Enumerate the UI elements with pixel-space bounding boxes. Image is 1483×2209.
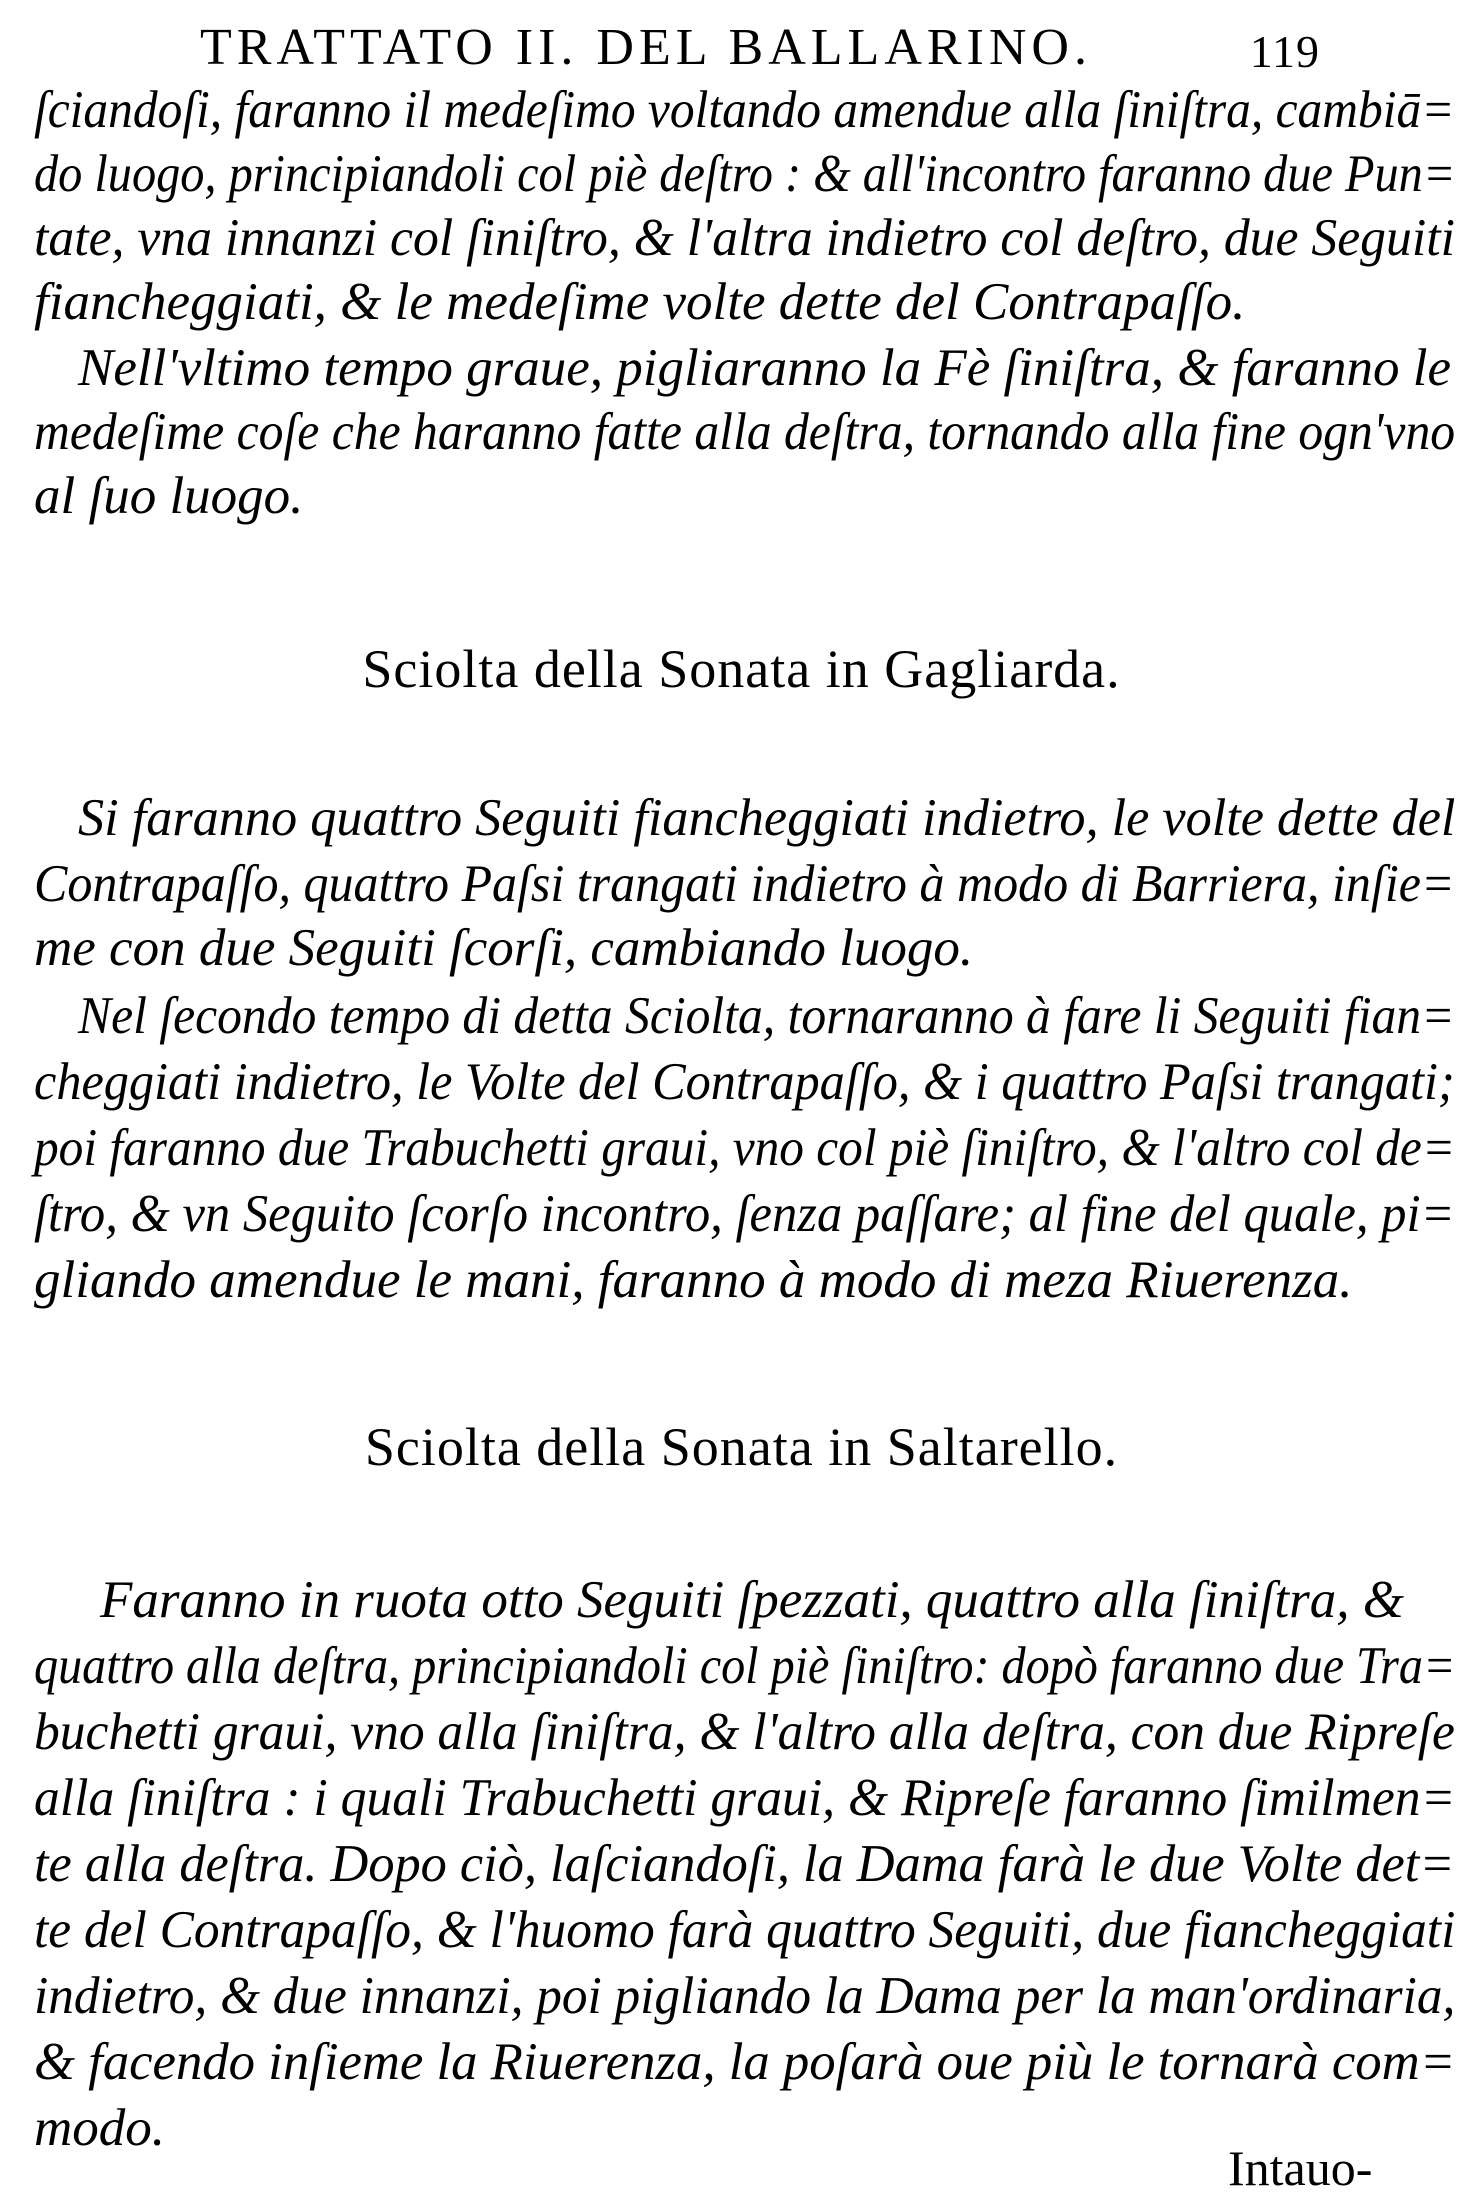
text-line: & facendo inſieme la Riuerenza, la poſarà oue più le tornarà com= [34, 2033, 1456, 2091]
text-line: Contrapaſſo, quattro Paſsi trangati indietro à modo di Barriera, inſie= [34, 855, 1455, 913]
text-line: Nell'vltimo tempo graue, pigliaranno la Fè ſiniſtra, & faranno le [78, 339, 1452, 397]
text-line: Faranno in ruota otto Seguiti ſpezzati, quattro alla ſiniſtra, & [100, 1571, 1404, 1629]
text-line: tate, vna innanzi col ſiniſtro, & l'altra indietro col deſtro, due Seguiti [34, 209, 1455, 267]
text-line: te del Contrapaſſo, & l'huomo farà quattro Seguiti, due fiancheggiati [34, 1901, 1456, 1959]
text-line: Si faranno quattro Seguiti fiancheggiati indietro, le volte dette del [78, 789, 1456, 847]
text-line: quattro alla deſtra, principiandoli col piè ſiniſtro: dopò faranno due Tra= [34, 1637, 1456, 1695]
section-heading: Sciolta della Sonata in Gagliarda. [362, 639, 1121, 699]
text-line: ſciandoſi, faranno il medeſimo voltando amendue alla ſiniſtra, cambiā= [34, 81, 1455, 139]
text-line: Nel ſecondo tempo di detta Sciolta, tornaranno à fare li Seguiti fian= [78, 987, 1455, 1045]
running-title: TRATTATO II. DEL BALLARINO. [200, 19, 1092, 76]
catchword: Intauo- [1228, 2140, 1373, 2196]
text-line: me con due Seguiti ſcorſi, cambiando luogo. [34, 919, 974, 977]
text-line: te alla deſtra. Dopo ciò, laſciandoſi, la Dama farà le due Volte det= [34, 1835, 1455, 1893]
text-line: buchetti graui, vno alla ſiniſtra, & l'altro alla deſtra, con due Ripreſe [34, 1703, 1455, 1761]
text-line: modo. [34, 2099, 166, 2157]
text-line: indietro, & due innanzi, poi pigliando la Dama per la man'ordinaria, [34, 1967, 1456, 2025]
text-line: do luogo, principiandoli col piè deſtro : & all'incontro faranno due Pun= [34, 145, 1456, 203]
text-line: medeſime coſe che haranno fatte alla deſtra, tornando alla fine ogn'vno [34, 403, 1456, 461]
page-number: 119 [1249, 26, 1320, 77]
text-line: poi faranno due Trabuchetti graui, vno col piè ſiniſtro, & l'altro col de= [34, 1119, 1456, 1177]
text-line: gliando amendue le mani, faranno à modo di meza Riuerenza. [34, 1251, 1353, 1309]
text-line: cheggiati indietro, le Volte del Contrapaſſo, & i quattro Paſsi trangati; [34, 1053, 1455, 1111]
text-line: fiancheggiati, & le medeſime volte dette del Contrapaſſo. [34, 273, 1246, 331]
section-heading: Sciolta della Sonata in Saltarello. [364, 1417, 1119, 1477]
text-line: alla ſiniſtra : i quali Trabuchetti graui, & Ripreſe faranno ſimilmen= [34, 1769, 1456, 1827]
running-head [200, 18, 1320, 78]
text-line: al ſuo luogo. [34, 467, 304, 525]
text-line: ſtro, & vn Seguito ſcorſo incontro, ſenza paſſare; al fine del quale, pi= [34, 1185, 1455, 1243]
